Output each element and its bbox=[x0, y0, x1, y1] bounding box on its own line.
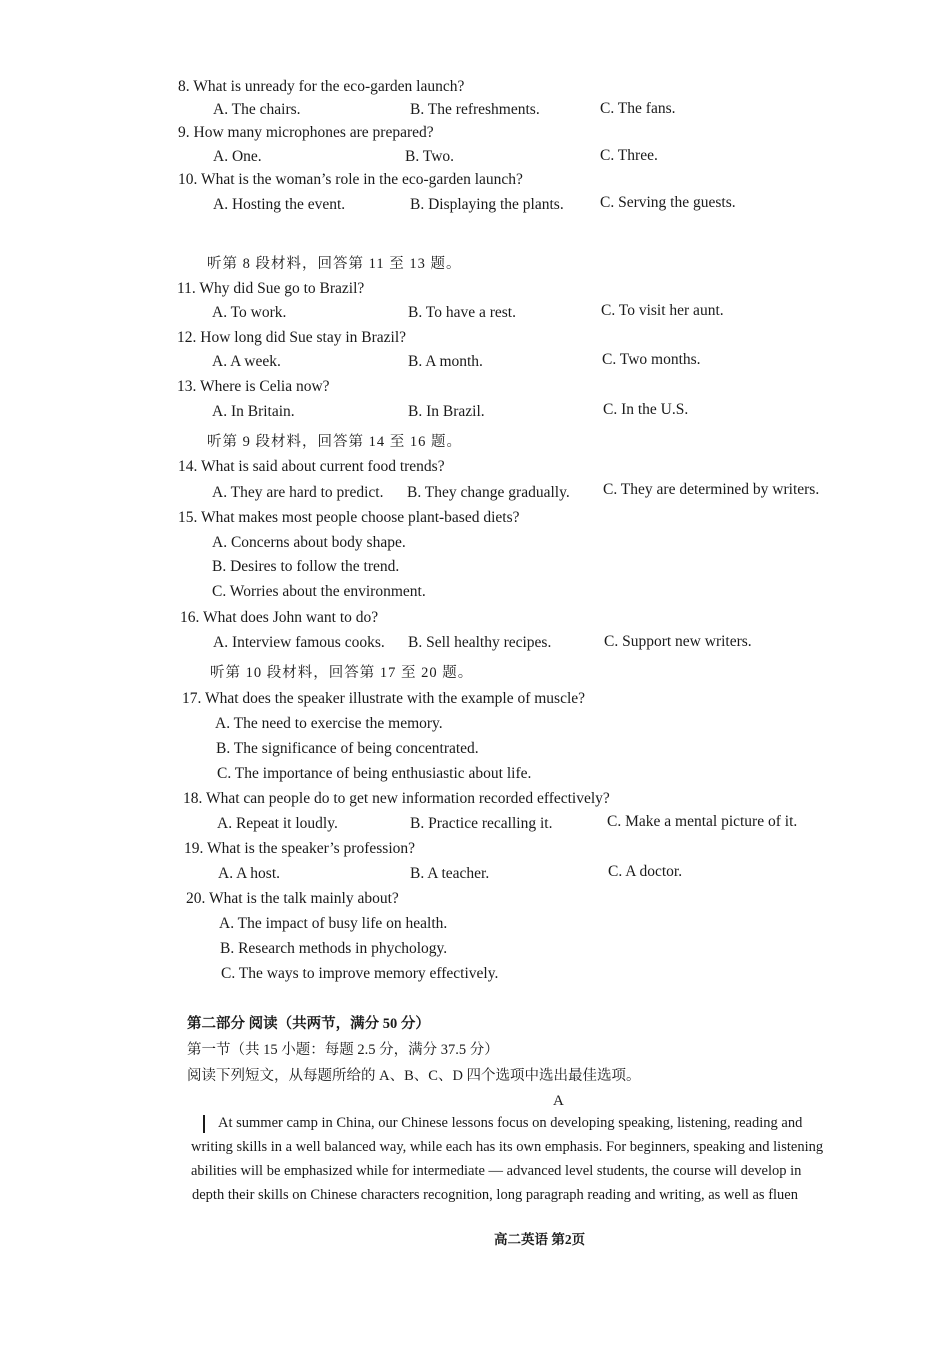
reading-instruction: 阅读下列短文，从每题所给的 A、B、C、D 四个选项中选出最佳选项。 bbox=[187, 1068, 641, 1084]
section-one-heading: 第一节（共 15 小题：每题 2.5 分，满分 37.5 分） bbox=[187, 1042, 499, 1058]
question-stem: 12. How long did Sue stay in Brazil? bbox=[177, 329, 407, 346]
option-a: A. A week. bbox=[212, 353, 281, 370]
option-b: B. They change gradually. bbox=[407, 484, 570, 501]
question-stem: 19. What is the speaker’s profession? bbox=[184, 840, 416, 857]
option-c: C. Serving the guests. bbox=[600, 194, 736, 211]
option-b: B. Desires to follow the trend. bbox=[212, 558, 400, 575]
option-a: A. Repeat it loudly. bbox=[217, 815, 338, 832]
listening-instruction: 听第 9 段材料，回答第 14 至 16 题。 bbox=[207, 434, 462, 450]
passage-line: writing skills in a well balanced way, while each has its own emphasis. For beginners, speaking and listening bbox=[191, 1139, 824, 1155]
option-a: A. Interview famous cooks. bbox=[213, 634, 385, 651]
option-c: C. They are determined by writers. bbox=[603, 481, 820, 498]
option-b: B. A teacher. bbox=[410, 865, 490, 882]
question-stem: 11. Why did Sue go to Brazil? bbox=[177, 280, 365, 297]
option-c: C. Two months. bbox=[602, 351, 701, 368]
option-b: B. The refreshments. bbox=[410, 101, 540, 118]
option-c: C. To visit her aunt. bbox=[601, 302, 724, 319]
question-stem: 15. What makes most people choose plant-based diets? bbox=[178, 509, 520, 526]
listening-instruction: 听第 8 段材料，回答第 11 至 13 题。 bbox=[207, 256, 462, 272]
option-a: A. In Britain. bbox=[212, 403, 295, 420]
option-c: C. The ways to improve memory effectively. bbox=[221, 965, 499, 982]
option-a: A. The need to exercise the memory. bbox=[215, 715, 443, 732]
question-stem: 8. What is unready for the eco-garden launch? bbox=[178, 78, 465, 95]
option-c: C. In the U.S. bbox=[603, 401, 689, 418]
option-b: B. Sell healthy recipes. bbox=[408, 634, 552, 651]
option-c: C. Make a mental picture of it. bbox=[607, 813, 798, 830]
question-stem: 18. What can people do to get new information recorded effectively? bbox=[183, 790, 610, 807]
option-a: A. The impact of busy life on health. bbox=[219, 915, 448, 932]
option-a: A. A host. bbox=[218, 865, 281, 882]
passage-letter: A bbox=[553, 1093, 564, 1109]
passage-line: abilities will be emphasized while for intermediate — advanced level students, the course will develop in bbox=[191, 1163, 802, 1179]
question-stem: 14. What is said about current food trends? bbox=[178, 458, 445, 475]
page-footer: 高二英语 第2页 bbox=[494, 1232, 586, 1247]
part-two-title: 第二部分 阅读（共两节，满分 50 分） bbox=[187, 1016, 430, 1032]
passage-line: At summer camp in China, our Chinese lessons focus on developing speaking, listening, reading and bbox=[218, 1115, 803, 1131]
option-a: A. To work. bbox=[212, 304, 287, 321]
question-stem: 17. What does the speaker illustrate with the example of muscle? bbox=[182, 690, 586, 707]
option-b: B. A month. bbox=[408, 353, 483, 370]
option-c: C. Three. bbox=[600, 147, 658, 164]
margin-mark bbox=[203, 1115, 205, 1133]
option-a: A. One. bbox=[213, 148, 262, 165]
option-c: C. The importance of being enthusiastic about life. bbox=[217, 765, 532, 782]
option-a: A. Hosting the event. bbox=[213, 196, 346, 213]
passage-line: depth their skills on Chinese characters recognition, long paragraph reading and writing, as well as fluen bbox=[192, 1187, 798, 1203]
listening-instruction: 听第 10 段材料，回答第 17 至 20 题。 bbox=[210, 665, 474, 681]
option-a: A. They are hard to predict. bbox=[212, 484, 384, 501]
question-stem: 10. What is the woman’s role in the eco-garden launch? bbox=[178, 171, 523, 188]
option-b: B. In Brazil. bbox=[408, 403, 485, 420]
question-stem: 13. Where is Celia now? bbox=[177, 378, 330, 395]
option-a: A. Concerns about body shape. bbox=[212, 534, 406, 551]
question-stem: 20. What is the talk mainly about? bbox=[186, 890, 399, 907]
question-stem: 9. How many microphones are prepared? bbox=[178, 124, 434, 141]
option-c: C. Worries about the environment. bbox=[212, 583, 426, 600]
option-a: A. The chairs. bbox=[213, 101, 301, 118]
question-stem: 16. What does John want to do? bbox=[180, 609, 379, 626]
option-c: C. The fans. bbox=[600, 100, 676, 117]
option-b: B. Practice recalling it. bbox=[410, 815, 553, 832]
option-b: B. Two. bbox=[405, 148, 455, 165]
option-b: B. To have a rest. bbox=[408, 304, 516, 321]
option-b: B. Research methods in phychology. bbox=[220, 940, 448, 957]
option-c: C. A doctor. bbox=[608, 863, 683, 880]
option-b: B. The significance of being concentrated. bbox=[216, 740, 479, 757]
option-b: B. Displaying the plants. bbox=[410, 196, 564, 213]
option-c: C. Support new writers. bbox=[604, 633, 752, 650]
